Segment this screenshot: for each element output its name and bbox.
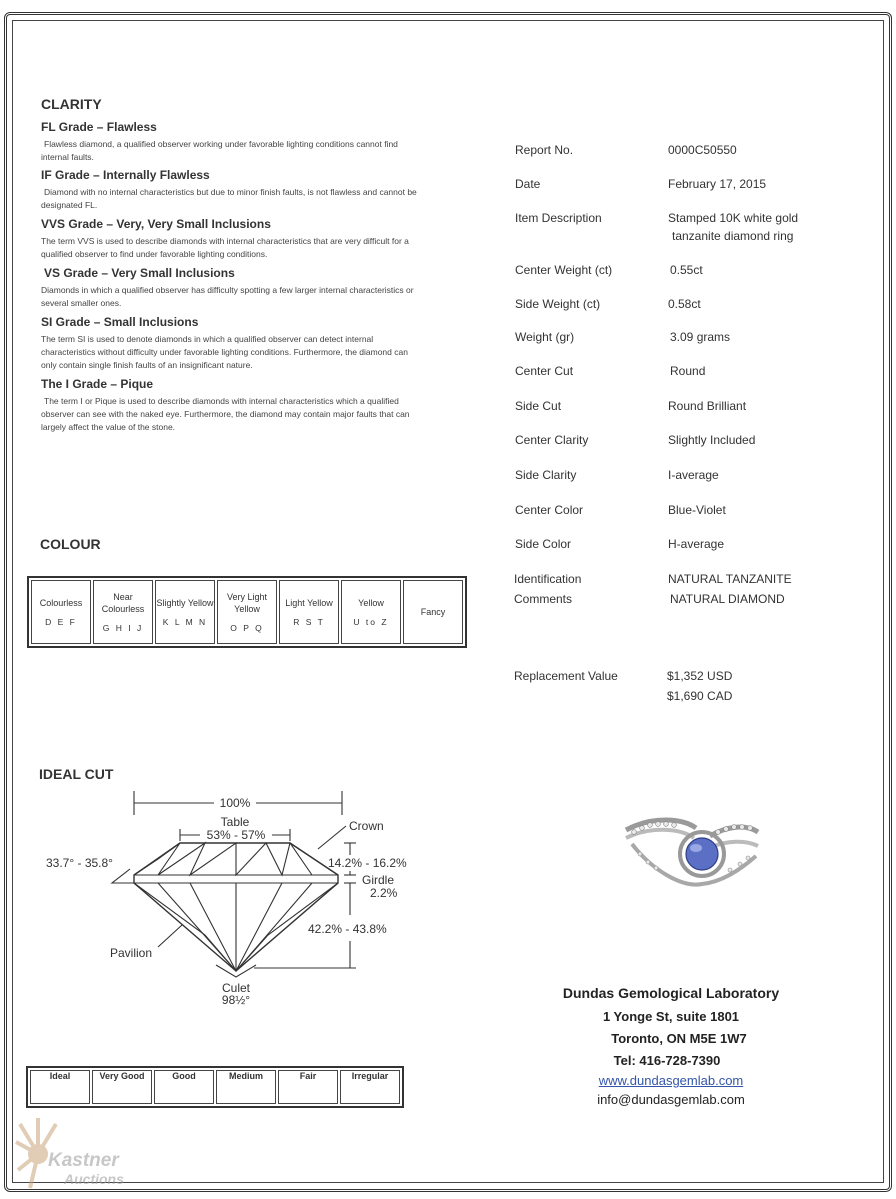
colour-cell: [341, 580, 401, 644]
vs-grade-desc: Diamonds in which a qualified observer has difficulty spotting a few larger internal characteristics or several smaller ones.: [41, 285, 414, 308]
report-value: 0000C50550: [668, 143, 737, 157]
culet-label: Culet: [221, 981, 251, 995]
report-value: H-average: [668, 537, 725, 551]
cut-grade-table: [26, 1066, 404, 1108]
report-label: Report No.: [515, 143, 574, 157]
vvs-grade-title: VVS Grade – Very, Very Small Inclusions: [41, 217, 271, 231]
report-value: Stamped 10K white gold: [668, 211, 799, 225]
identification-value: NATURAL DIAMOND: [670, 592, 785, 606]
colour-cell-label: Yellow: [358, 598, 384, 608]
report-value: Round Brilliant: [668, 399, 747, 413]
replacement-value: $1,352 USD: [667, 669, 733, 683]
colour-cell-label: Colourless: [39, 598, 83, 608]
pavilion-pointer: [158, 925, 182, 947]
colour-cell: [403, 580, 463, 644]
cut-grade-cell: Fair: [278, 1070, 338, 1104]
colour-cell: [155, 580, 215, 644]
lab-phone: Tel: 416-728-7390: [613, 1053, 721, 1068]
lab-website-wrap: [530, 1072, 812, 1090]
colour-cell-label: Near Colourless: [101, 592, 145, 614]
girdle-label: Girdle: [362, 873, 395, 887]
replacement-value-label: Replacement Value: [514, 669, 618, 683]
colour-cell-range: G H I J: [102, 623, 144, 633]
identification-value: NATURAL TANZANITE: [668, 572, 792, 586]
diamond-cut-diagram: [40, 785, 420, 1010]
colour-cell-range: U to Z: [353, 617, 389, 627]
comments-label: Comments: [514, 592, 573, 606]
report-label: Side Cut: [515, 399, 562, 413]
report-label: Center Cut: [515, 364, 574, 378]
colour-cell-label: Light Yellow: [285, 598, 333, 608]
report-label: Side Color: [515, 537, 572, 551]
report-value: I-average: [668, 468, 719, 482]
auction-watermark: [14, 1114, 134, 1194]
report-value: 0.55ct: [670, 263, 703, 277]
if-grade-desc: Diamond with no internal characteristics but due to minor finish faults, is not flawless and cannot be designated FL.: [41, 187, 417, 210]
cut-grade-cell: Medium: [216, 1070, 276, 1104]
sunburst-center: [28, 1144, 48, 1164]
colour-cell-label: Slightly Yellow: [156, 598, 214, 608]
ideal-cut-heading: IDEAL CUT: [39, 766, 114, 782]
pavilion-label: Pavilion: [110, 946, 153, 960]
crown-pointer: [318, 826, 346, 849]
vvs-grade-desc: The term VVS is used to describe diamonds with internal characteristics that are very difficult for a qualified observer to find under favorable lighting conditions.: [41, 236, 409, 259]
report-value: Slightly Included: [668, 433, 756, 447]
report-value: Round: [670, 364, 706, 378]
cut-grade-cell: Irregular: [340, 1070, 400, 1104]
i-grade-desc: The term I or Pique is used to describe diamonds with internal characteristics which a qualified observer can see with the naked eye. Furthermore, the diamond may contain major faults that can largely affect the value of the stone.: [41, 396, 410, 432]
report-label: Date: [515, 177, 541, 191]
cut-grade-cell: Ideal: [30, 1070, 90, 1104]
if-grade-title: IF Grade – Internally Flawless: [41, 168, 210, 182]
colour-cell: [31, 580, 91, 644]
table-range-label: 53% - 57%: [206, 828, 266, 842]
colour-cell: [279, 580, 339, 644]
watermark-line2: Auctions: [64, 1171, 124, 1187]
cut-grade-cell: Very Good: [92, 1070, 152, 1104]
lab-email: info@dundasgemlab.com: [597, 1092, 745, 1107]
colour-scale-table: [27, 576, 467, 648]
crown-label: Crown: [349, 819, 384, 833]
lab-name: Dundas Gemological Laboratory: [562, 985, 780, 1001]
replacement-value: $1,690 CAD: [667, 689, 733, 703]
lab-address-line2: Toronto, ON M5E 1W7: [611, 1031, 747, 1046]
report-label: Side Clarity: [515, 468, 577, 482]
report-label: Center Color: [515, 503, 584, 517]
clarity-heading: CLARITY: [41, 96, 102, 112]
colour-cell-range: R S T: [293, 617, 325, 627]
crown-angle-label: 33.7° - 35.8°: [46, 856, 113, 870]
fl-grade-title: FL Grade – Flawless: [41, 120, 157, 134]
report-label: Center Clarity: [515, 433, 589, 447]
stone-highlight: [690, 844, 702, 852]
fl-grade-desc: Flawless diamond, a qualified observer working under favorable lighting conditions cannot find internal faults.: [41, 139, 398, 162]
report-label: Side Weight (ct): [515, 297, 601, 311]
colour-cell: [217, 580, 277, 644]
crown-height-label: 14.2% - 16.2%: [328, 856, 407, 870]
watermark-line1: Kastner: [48, 1150, 119, 1171]
report-value: 0.58ct: [668, 297, 701, 311]
colour-cell-label: Fancy: [420, 607, 446, 617]
report-value: February 17, 2015: [668, 177, 767, 191]
vs-grade-title: VS Grade – Very Small Inclusions: [44, 266, 235, 280]
si-grade-title: SI Grade – Small Inclusions: [41, 315, 199, 329]
lab-address-line1: 1 Yonge St, suite 1801: [602, 1009, 740, 1024]
cut-grade-cell: Good: [154, 1070, 214, 1104]
pavilion-depth-label: 42.2% - 43.8%: [308, 922, 387, 936]
colour-cell-range: D E F: [45, 617, 77, 627]
report-value: Blue-Violet: [668, 503, 726, 517]
si-grade-desc: The term SI is used to denote diamonds in which a qualified observer can detect internal characteristics without difficulty under favorable lighting conditions. Furthermore, the diamond can only contain single finish faults of an insignificant nature.: [41, 334, 408, 370]
colour-cell: [93, 580, 153, 644]
report-value-line2: tanzanite diamond ring: [672, 229, 794, 243]
report-label: Weight (gr): [515, 330, 575, 344]
colour-cell-label: Very Light Yellow: [226, 592, 268, 614]
identification-label: Identification: [514, 572, 582, 586]
colour-cell-range: K L M N: [162, 617, 208, 627]
colour-heading: COLOUR: [40, 536, 101, 552]
girdle-value: 2.2%: [370, 886, 398, 900]
report-label: Item Description: [515, 211, 602, 225]
crown-facets: [158, 843, 312, 875]
crown-angle-marker: [112, 869, 134, 883]
total-width-label: 100%: [219, 796, 251, 810]
lab-website-link[interactable]: www.dundasgemlab.com: [598, 1073, 744, 1088]
i-grade-title: The I Grade – Pique: [41, 377, 154, 391]
table-label: Table: [220, 815, 250, 829]
culet-angle-label: 98½°: [221, 993, 251, 1007]
colour-cell-range: O P Q: [230, 623, 264, 633]
report-label: Center Weight (ct): [515, 263, 613, 277]
report-value: 3.09 grams: [670, 330, 731, 344]
ring-photo: [622, 810, 760, 898]
